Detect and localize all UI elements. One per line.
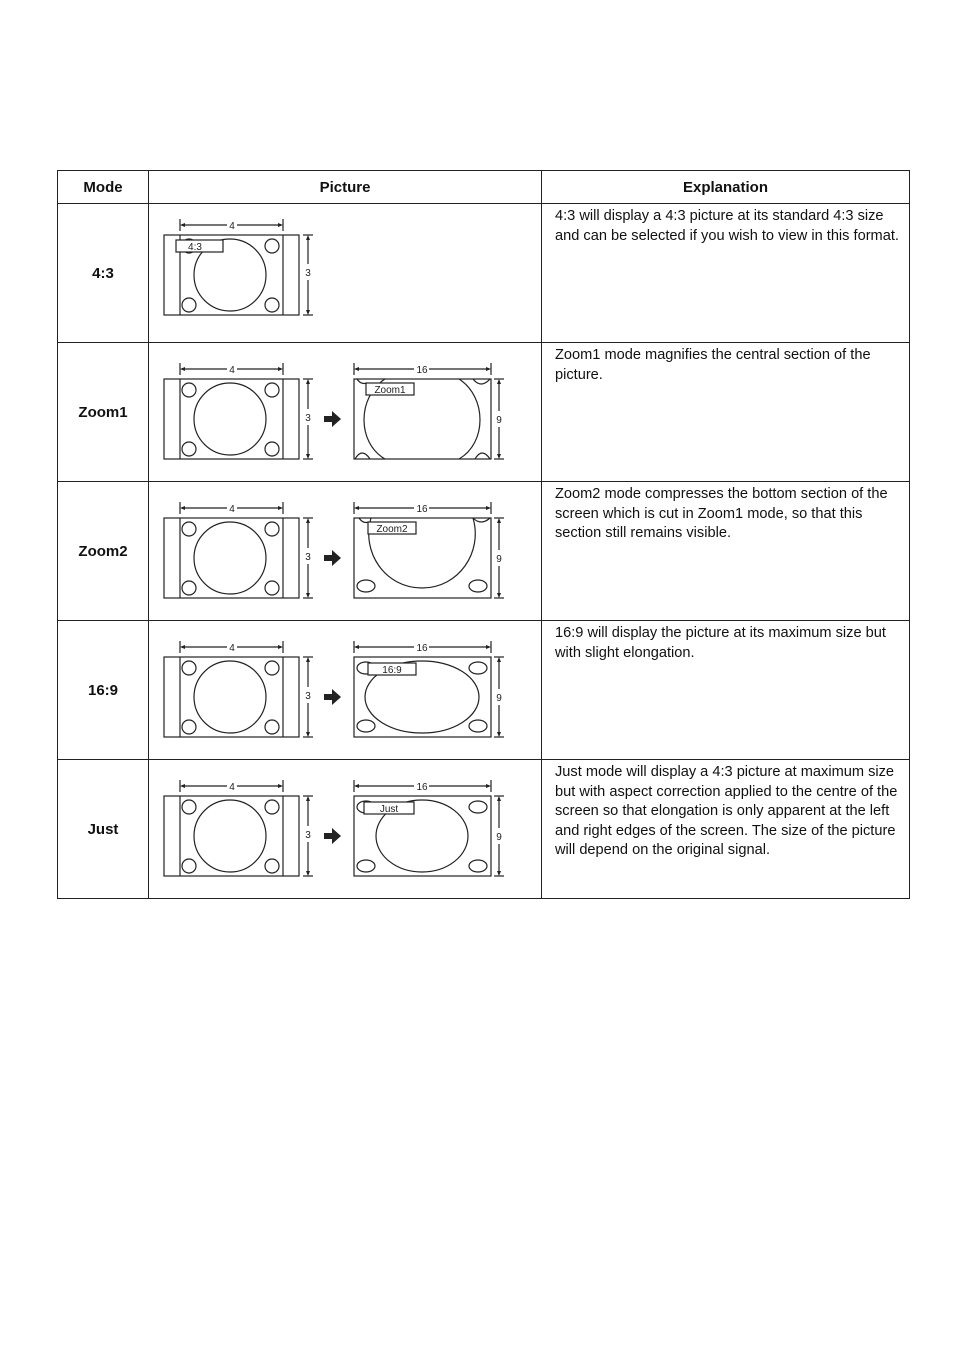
mode-row-zoom1 xyxy=(58,343,910,482)
width-label: 4 xyxy=(229,221,235,232)
mode-name: Zoom1 xyxy=(58,343,149,482)
source-width-label: 4 xyxy=(229,365,235,376)
target-height-label: 9 xyxy=(496,415,502,426)
target-height-label: 9 xyxy=(496,693,502,704)
mode-name: Zoom2 xyxy=(58,482,149,621)
source-height-label: 3 xyxy=(305,830,311,841)
height-label: 3 xyxy=(305,268,311,279)
target-height-label: 9 xyxy=(496,554,502,565)
mode-row-zoom2 xyxy=(58,482,910,621)
screen-label: 16:9 xyxy=(382,665,402,676)
source-width-label: 4 xyxy=(229,782,235,793)
picture-cell xyxy=(149,760,542,899)
aspect-diagram-16-9 xyxy=(149,621,541,755)
arrow-right-icon xyxy=(324,828,341,844)
header-mode: Mode xyxy=(58,171,149,204)
screen-label: 4:3 xyxy=(188,242,202,253)
picture-cell xyxy=(149,204,542,343)
target-width-label: 16 xyxy=(416,782,428,793)
mode-row-4-3 xyxy=(58,204,910,343)
picture-cell xyxy=(149,343,542,482)
header-row xyxy=(58,171,910,204)
aspect-diagram-just xyxy=(149,760,541,894)
aspect-mode-table xyxy=(57,170,910,899)
header-picture: Picture xyxy=(149,171,542,204)
source-height-label: 3 xyxy=(305,691,311,702)
target-width-label: 16 xyxy=(416,365,428,376)
mode-name: Just xyxy=(58,760,149,899)
explanation-text: Zoom2 mode compresses the bottom section of the screen which is cut in Zoom1 mode, so that this section still remains visible. xyxy=(542,482,910,621)
screen-label: Zoom2 xyxy=(376,524,408,535)
aspect-diagram-4-3 xyxy=(149,204,541,338)
aspect-diagram-zoom1 xyxy=(149,343,541,477)
source-width-label: 4 xyxy=(229,643,235,654)
explanation-text: 4:3 will display a 4:3 picture at its standard 4:3 size and can be selected if you wish to view in this format. xyxy=(542,204,910,343)
explanation-text: Just mode will display a 4:3 picture at maximum size but with aspect correction applied to the centre of the screen so that elongation is only apparent at the left and right edges of the screen. The size of the picture will depend on the original signal. xyxy=(542,760,910,899)
mode-row-16-9 xyxy=(58,621,910,760)
arrow-right-icon xyxy=(324,550,341,566)
source-height-label: 3 xyxy=(305,413,311,424)
mode-name: 16:9 xyxy=(58,621,149,760)
target-width-label: 16 xyxy=(416,504,428,515)
aspect-diagram-zoom2 xyxy=(149,482,541,616)
mode-row-just xyxy=(58,760,910,899)
screen-label: Zoom1 xyxy=(374,385,406,396)
source-height-label: 3 xyxy=(305,552,311,563)
explanation-text: 16:9 will display the picture at its maximum size but with slight elongation. xyxy=(542,621,910,760)
mode-name: 4:3 xyxy=(58,204,149,343)
explanation-text: Zoom1 mode magnifies the central section of the picture. xyxy=(542,343,910,482)
target-height-label: 9 xyxy=(496,832,502,843)
picture-cell xyxy=(149,482,542,621)
source-width-label: 4 xyxy=(229,504,235,515)
arrow-right-icon xyxy=(324,411,341,427)
arrow-right-icon xyxy=(324,689,341,705)
picture-cell xyxy=(149,621,542,760)
screen-label: Just xyxy=(379,804,399,815)
header-explanation: Explanation xyxy=(542,171,910,204)
target-width-label: 16 xyxy=(416,643,428,654)
